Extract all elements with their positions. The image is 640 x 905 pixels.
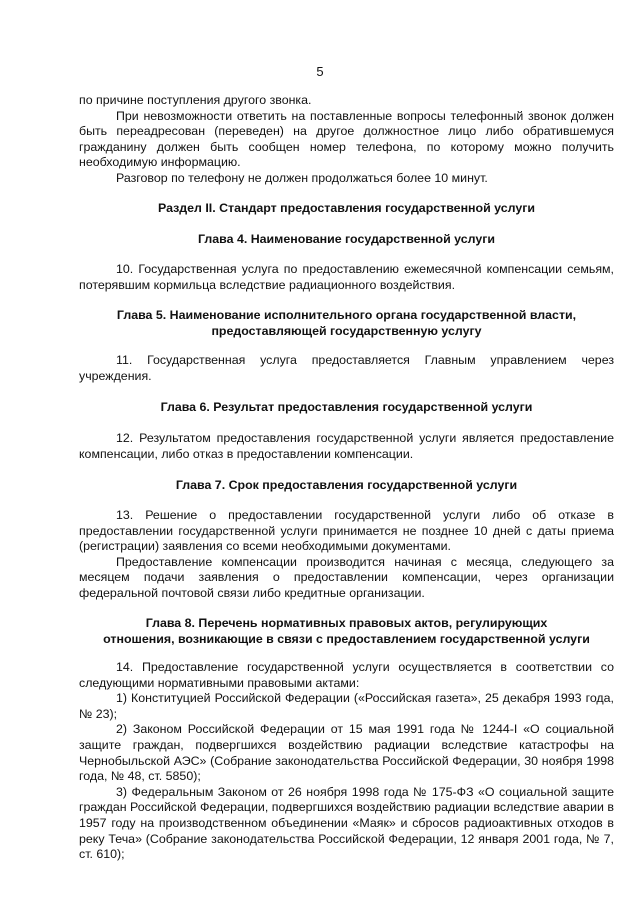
chapter-heading: Глава 7. Срок предоставления государственной услуги (175, 478, 518, 492)
chapter-heading: предоставляющей государственную услугу (211, 323, 482, 338)
chapter-heading: отношения, возникающие в связи с предоставлением государственной услуги (103, 631, 590, 646)
paragraph: 11. Государственная услуга предоставляется Главным управлением через учреждения. (79, 353, 614, 383)
paragraph: Разговор по телефону не должен продолжаться более 10 минут. (116, 170, 488, 185)
paragraph-continuation (79, 93, 614, 187)
paragraph: 10. Государственная услуга по предоставлению ежемесячной компенсации семьям, потерявшим кормильца вследствие радиационного воздействия. (79, 262, 614, 292)
list-item: 3) Федеральным Законом от 26 ноября 1998 года № 175-ФЗ «О социальной защите граждан Российской Федерации, подвергшихся воздействию радиации вследствие аварии в 1957 году на производственном объединении «Маяк» и сбросов радиоактивных отходов в реку Теча» (Собрание законодательства Российской Федерации, 12 января 2001 года, № 7, ст. 610); (79, 784, 614, 862)
section-heading: Раздел II. Стандарт предоставления государственной услуги (157, 201, 536, 215)
chapter-heading: Глава 6. Результат предоставления государственной услуги (160, 400, 533, 414)
paragraph: При невозможности ответить на поставленные вопросы телефонный звонок должен быть переадресован (переведен) на другое должностное лицо либо обратившемуся гражданину должен быть сообщен номер телефона, по которому можно получить необходимую информацию. (79, 108, 614, 170)
paragraph: 12. Результатом предоставления государственной услуги является предоставление компенсации, либо отказ в предоставлении компенсации. (79, 431, 614, 461)
paragraph: 13. Решение о предоставлении государственной услуги либо об отказе в предоставлении государственной услуги принимается не позднее 10 дней с даты приема (регистрации) заявления со всеми необходимыми документами. (79, 508, 614, 554)
chapter-heading: Глава 5. Наименование исполнительного органа государственной власти, (116, 308, 577, 322)
paragraph: 14. Предоставление государственной услуги осуществляется в соответствии со следующими нормативными правовыми актами: (79, 660, 614, 690)
list-item: 2) Законом Российской Федерации от 15 мая 1991 года № 1244-I «О социальной защите граждан, подвергшихся воздействию радиации вследствие катастрофы на Чернобыльской АЭС» (Собрание законодательства Российской Федерации, 30 ноября 1998 года, № 48, ст. 5850); (79, 722, 614, 784)
paragraph: по причине поступления другого звонка. (79, 93, 312, 107)
chapter-heading: Глава 8. Перечень нормативных правовых актов, регулирующих (145, 616, 548, 630)
page-number: 5 (316, 64, 324, 79)
list-item: 1) Конституцией Российской Федерации («Российская газета», 25 декабря 1993 года, № 23); (79, 691, 614, 721)
paragraph: Предоставление компенсации производится начиная с месяца, следующего за месяцем подачи заявления о предоставлении компенсации, через организации федеральной почтовой связи либо кредитные организации. (79, 554, 614, 600)
chapter-heading: Глава 4. Наименование государственной услуги (197, 232, 496, 246)
